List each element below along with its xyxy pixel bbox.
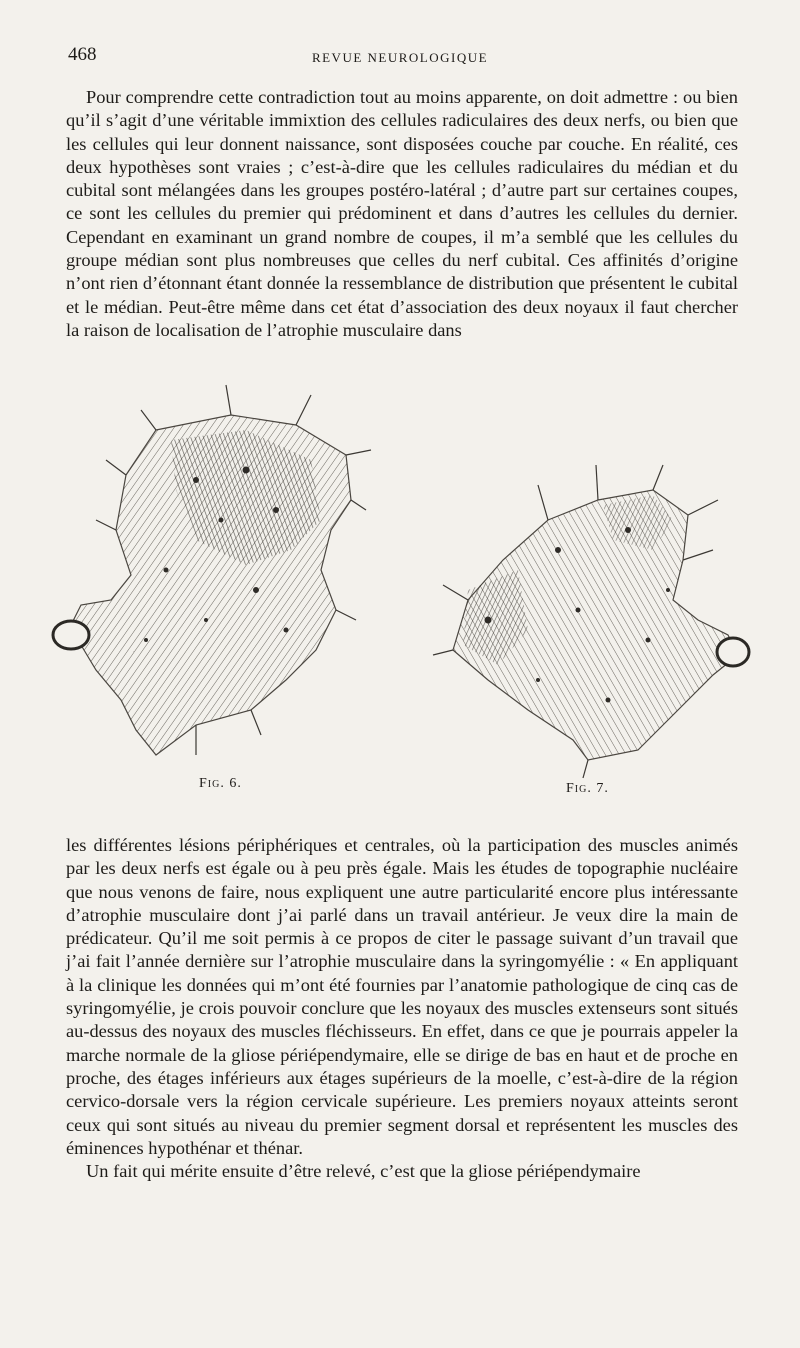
spinal-cord-section-icon: [428, 460, 768, 780]
paragraph: les différentes lésions périphériques et centrales, où la participation des muscles animés par les deux nerfs est égale ou à peu près égale. Mais les études de topographie nucléaire que nous venons de faire, nous expliquent une autre particularité encore plus intéressante d’atrophie musculaire dont j’ai parlé dans un travail antérieur. Je veux dire la main de prédicateur. Qu’il me soit permis à ce propos de citer le passage suivant d’un travail que j’ai fait l’année dernière sur l’atrophie musculaire dans la syringomyélie : « En appliquant à la clinique les données qui m’ont été fournies par l’anatomie pathologique de cinq cas de syringomyélie, je crois pouvoir conclure que les noyaux des muscles extenseurs sont situés au-dessus des noyaux des muscles fléchisseurs. En effet, dans ce que je pourrais appeler la marche normale de la gliose périépendymaire, elle se dirige de bas en haut et de proche en proche, des étages inférieurs aux étages supérieurs de la moelle, c’est-à-dire de la région cervico-dorsale vers la région cervicale supérieure. Les premiers noyaux atteints seront ceux qui sont situés au niveau du premier segment dorsal et représentent les muscles des éminences hypothénar et thénar.: [66, 835, 738, 1158]
text-block-bottom: [66, 834, 738, 1183]
paragraph: Un fait qui mérite ensuite d’être relevé, c’est que la gliose périépendymaire: [86, 1161, 641, 1182]
running-title: REVUE NEUROLOGIQUE: [311, 50, 489, 65]
figure-7-caption: Fig. 7.: [566, 781, 609, 796]
spinal-cord-section-icon: [46, 380, 376, 775]
text-block-top: [66, 86, 738, 342]
figure-7-drawing: [428, 460, 768, 780]
figure-6-caption: Fig. 6.: [199, 776, 242, 791]
page-number: 468: [68, 44, 97, 65]
figure-6-drawing: [46, 380, 376, 775]
paragraph: Pour comprendre cette contradiction tout au moins apparente, on doit admettre : ou bien qu’il s’agit d’une véritable immixtion des cellules radiculaires des deux nerfs, ou bien que les cellules qui leur donnent naissance, sont disposées couche par couche. En réalité, ces deux hypothèses sont vraies ; c’est-à-dire que les cellules radiculaires du médian et du cubital sont mélangées dans les groupes postéro-latéral ; d’autre part sur certaines coupes, ce sont les cellules du premier qui prédominent et dans d’autres les cellules du dernier. Cependant en examinant un grand nombre de coupes, il m’a semblé que les cellules du groupe médian sont plus nombreuses que celles du nerf cubital. Ces affinités d’origine n’ont rien d’étonnant étant donnée la ressemblance de distribution que présentent le cubital et le médian. Peut-être même dans cet état d’association des deux noyaux il faut chercher la raison de localisation de l’atrophie musculaire dans: [66, 87, 738, 340]
